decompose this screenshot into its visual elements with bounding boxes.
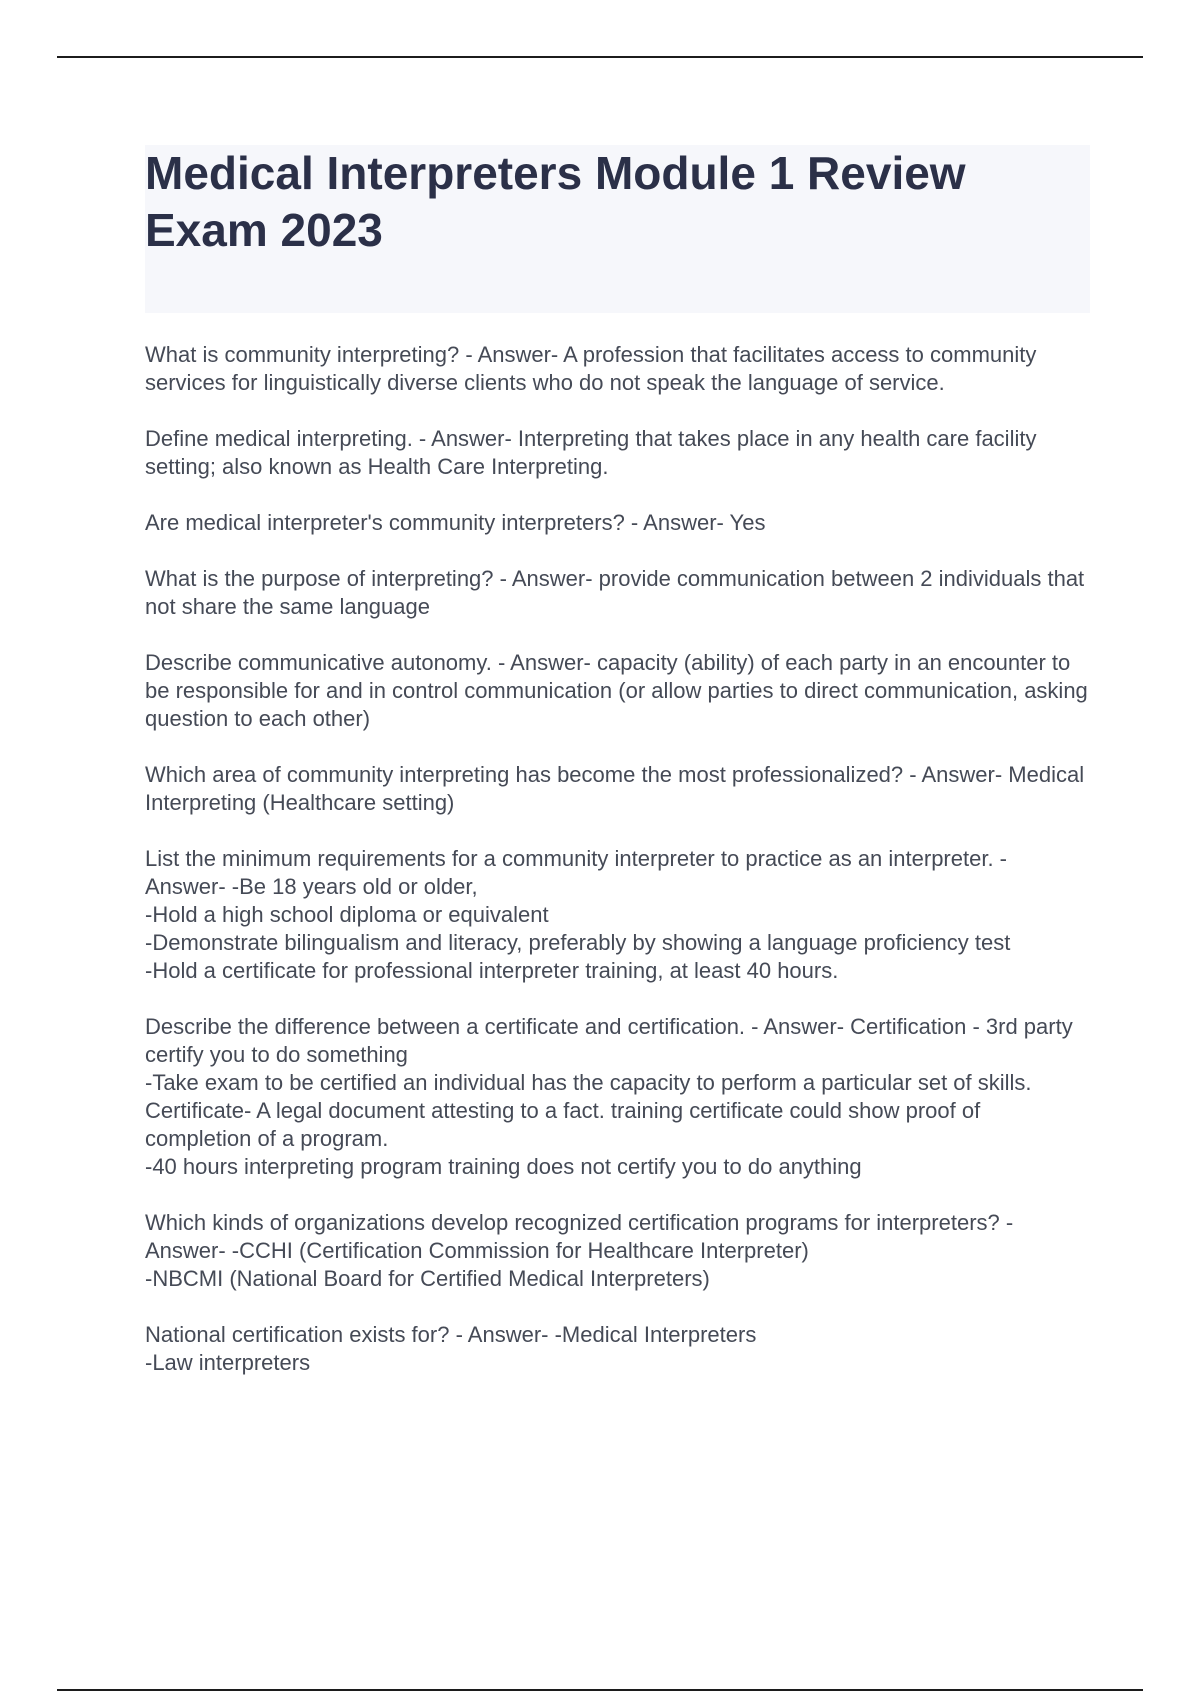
qa-item: What is the purpose of interpreting? - Answer- provide communication between 2 individuals that not share the same language: [145, 566, 1085, 619]
qa-item: Which kinds of organizations develop recognized certification programs for interpreters? - Answer- -CCHI (Certification Commission for Healthcare Interpreter) -NBCMI (National Board for Certified Medical Interpreters): [145, 1210, 1014, 1291]
qa-item: Describe communicative autonomy. - Answer- capacity (ability) of each party in an encounter to be responsible for and in control communication (or allow parties to direct communication, asking question to each other): [145, 650, 1088, 731]
qa-item: Describe the difference between a certificate and certification. - Answer- Certification - 3rd party certify you to do something -Take exam to be certified an individual has the capacity to perform a particular set of skills. Certificate- A legal document attesting to a fact. training certificate could show proof of completion of a program. -40 hours interpreting program training does not certify you to do anything: [145, 1014, 1073, 1179]
bottom-rule: [57, 1689, 1143, 1691]
qa-item: List the minimum requirements for a community interpreter to practice as an interpreter. - Answer- -Be 18 years old or older, -Hold a high school diploma or equivalent -Demonstrate bilingualism and literacy, preferably by showing a language proficiency test -Hold a certificate for professional interpreter training, at least 40 hours.: [145, 846, 1011, 983]
qa-item: Are medical interpreter's community interpreters? - Answer- Yes: [145, 510, 766, 535]
qa-item: Which area of community interpreting has become the most professionalized? - Answer- Medical Interpreting (Healthcare setting): [145, 762, 1085, 815]
qa-list: [145, 341, 1090, 1377]
document-body: [145, 145, 1090, 1405]
qa-item: What is community interpreting? - Answer- A profession that facilitates access to community services for linguistically diverse clients who do not speak the language of service.: [145, 342, 1037, 395]
top-rule: [57, 56, 1143, 58]
page-title: Medical Interpreters Module 1 Review Exam 2023: [145, 147, 966, 256]
qa-item: Define medical interpreting. - Answer- Interpreting that takes place in any health care facility setting; also known as Health Care Interpreting.: [145, 426, 1037, 479]
title-block: [145, 145, 1090, 313]
qa-item: National certification exists for? - Answer- -Medical Interpreters -Law interpreters: [145, 1322, 757, 1375]
